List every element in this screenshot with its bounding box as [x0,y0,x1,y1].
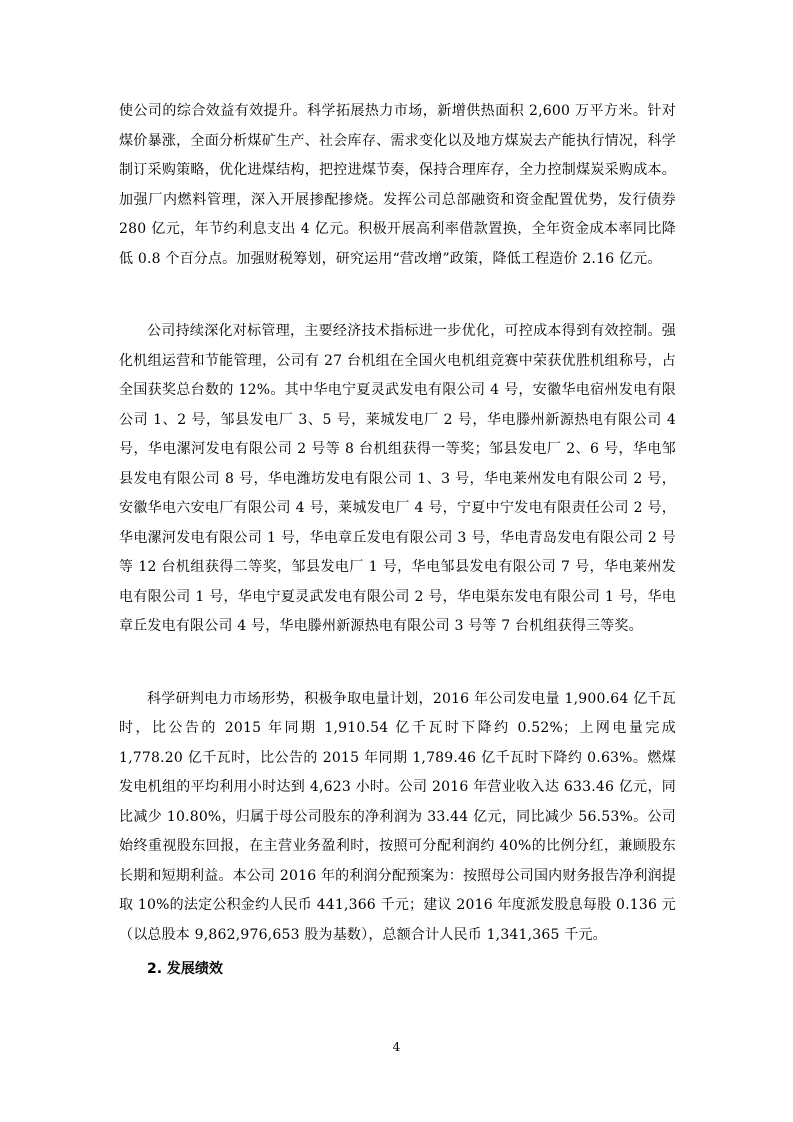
page-number: 4 [392,1040,401,1054]
section-heading: 2. 发展绩效 [147,961,223,977]
paragraph-efficiency: 使公司的综合效益有效提升。科学拓展热力市场，新增供热面积 2,600 万平方米。针对煤价暴涨，全面分析煤矿生产、社会库存、需求变化以及地方煤炭去产能执行情况，科学制订采购策略，优化进煤结构，把控进煤节奏，保持合理库存，全力控制煤炭采购成本。加强厂内燃料管理，深入开展掺配掺烧。发挥公司总部融资和资金配置优势，发行债券 280 亿元，年节约利息支出 4 亿元。积极开展高利率借款置换，全年资金成本率同比降低 0.8 个百分点。加强财税筹划，研究运用“营改增”政策，降低工程造价 2.16 亿元。 [119,103,676,267]
paragraph-market: 科学研判电力市场形势，积极争取电量计划，2016 年公司发电量 1,900.64 亿千瓦时，比公告的 2015 年同期 1,910.54 亿千瓦时下降约 0.52%；上网电量完成 1,778.20 亿千瓦时，比公告的 2015 年同期 1,789.46 亿千瓦时下降约 0.63%。燃煤发电机组的平均利用小时达到 4,623 小时。公司 2016 年营业收入达 633.46 亿元，同比减少 10.80%，归属于母公司股东的净利润为 33.44 亿元，同比减少 56.53%。公司始终重视股东回报，在主营业务盈利时，按照可分配利润约 40%的比例分红，兼顾股东长期和短期利益。本公司 2016 年的利润分配预案为：按照母公司国内财务报告净利润提取 10%的法定公积金约人民币 441,366 千元；建议 2016 年度派发股息每股 0.136 元（以总股本 9,862,976,653 股为基数），总额合计人民币 1,341,365 千元。 [119,690,676,943]
paragraph-benchmarking: 公司持续深化对标管理，主要经济技术指标进一步优化，可控成本得到有效控制。强化机组运营和节能管理，公司有 27 台机组在全国火电机组竞赛中荣获优胜机组称号，占全国获奖总台数的 12%。其中华电宁夏灵武发电有限公司 4 号，安徽华电宿州发电有限公司 1、2 号，邹县发电厂 3、5 号，莱城发电厂 2 号，华电滕州新源热电有限公司 4 号，华电漯河发电有限公司 2 号等 8 台机组获得一等奖；邹县发电厂 2、6 号，华电邹县发电有限公司 8 号，华电潍坊发电有限公司 1、3 号，华电莱州发电有限公司 2 号，安徽华电六安电厂有限公司 4 号，莱城发电厂 4 号，宁夏中宁发电有限责任公司 2 号，华电漯河发电有限公司 1 号，华电章丘发电有限公司 3 号，华电青岛发电有限公司 2 号等 12 台机组获得二等奖，邹县发电厂 1 号，华电邹县发电有限公司 7 号，华电莱州发电有限公司 1 号，华电宁夏灵武发电有限公司 2 号，华电渠东发电有限公司 1 号，华电章丘发电有限公司 4 号，华电滕州新源热电有限公司 3 号等 7 台机组获得三等奖。 [119,323,676,634]
document-body [119,97,676,950]
